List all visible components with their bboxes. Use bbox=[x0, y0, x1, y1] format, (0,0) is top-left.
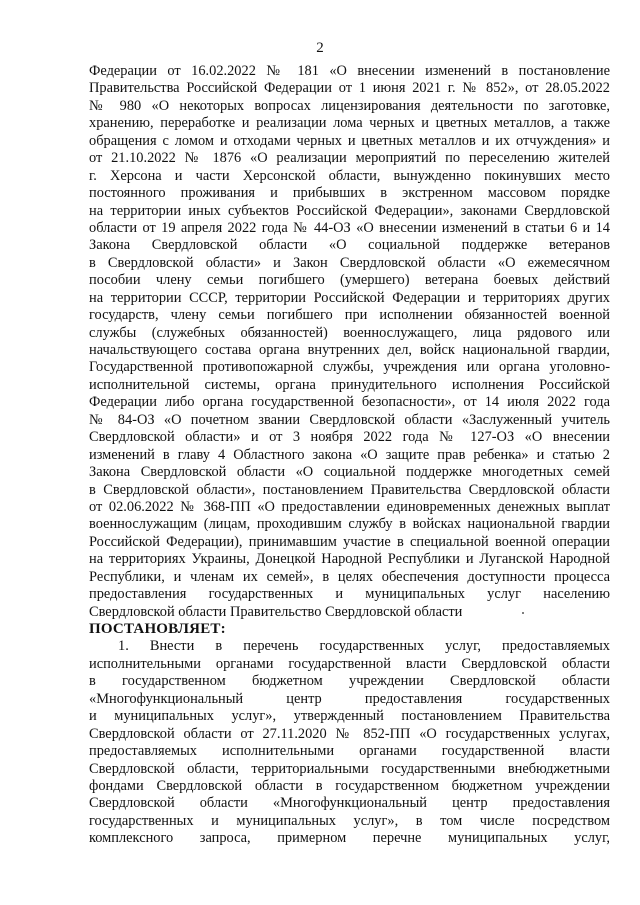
text-line: комплексного запроса, примерном перечне муниципальных услуг, bbox=[89, 830, 610, 847]
text-line: начальствующего состава органа внутренних дел, войск национальной гвардии, bbox=[89, 342, 610, 358]
text-line: Свердловской области Правительство Свердловской области bbox=[89, 603, 463, 620]
text-line: военнослужащим (лицам, проходившим службу в войсках национальной гвардии bbox=[89, 516, 610, 533]
text-line: № 84-ОЗ «О почетном звании Свердловской области «Заслуженный учитель bbox=[89, 411, 610, 428]
text-line: на территории СССР, территории Российской Федерации и территориях других bbox=[89, 289, 610, 306]
text-line: № 980 «О некоторых вопросах лицензирования деятельности по заготовке, bbox=[89, 97, 610, 114]
text-line: Российской Федерации), принимавшим участие в специальной военной операции bbox=[89, 533, 610, 550]
text-line: 1. Внести в перечень государственных услуг, предоставляемых bbox=[118, 638, 610, 655]
text-line: государств, члену семьи погибшего при исполнении обязанностей военной bbox=[89, 307, 610, 324]
text-line: в Свердловской области», постановлением Правительства Свердловской области bbox=[89, 481, 610, 498]
document-body bbox=[89, 63, 610, 848]
text-line: пособии члену семьи погибшего (умершего) ветерана боевых действий bbox=[89, 272, 610, 289]
text-line: на территориях Украины, Донецкой Народной Республики и Луганской Народной bbox=[89, 551, 610, 568]
text-line: области от 19 апреля 2022 года № 44-ОЗ «О внесении изменений в статьи 6 и 14 bbox=[89, 219, 610, 236]
text-line: на территории иных субъектов Российской Федерации», законами Свердловской bbox=[89, 202, 610, 219]
text-line: Федерации либо органа государственной безопасности», от 14 июля 2022 года bbox=[89, 394, 610, 411]
text-line: и муниципальных услуг», утвержденный постановлением Правительства bbox=[89, 708, 610, 725]
scan-speck bbox=[522, 612, 524, 614]
text-line: Государственной противопожарной службы, учреждения или органа уголовно- bbox=[89, 359, 610, 376]
text-line: изменений в главу 4 Областного закона «О защите прав ребенка» и статью 2 bbox=[89, 446, 610, 463]
text-line: г. Херсона и части Херсонской области, вынужденно покинувших место bbox=[89, 167, 610, 184]
preamble-paragraph bbox=[89, 63, 610, 621]
text-line: исполнительными органами государственной власти Свердловской области bbox=[89, 655, 610, 672]
text-line: предоставляемых исполнительными органами государственной власти bbox=[89, 743, 610, 760]
text-line: хранению, переработке и реализации лома черных и цветных металлов, а также bbox=[89, 115, 610, 132]
text-line: Закона Свердловской области «О социальной поддержке многодетных семей bbox=[89, 464, 610, 481]
text-line: Свердловской области, территориальными государственными внебюджетными bbox=[89, 760, 610, 777]
clause-1-paragraph bbox=[89, 638, 610, 847]
text-line: Свердловской области «Многофункциональный центр предоставления bbox=[89, 795, 610, 812]
text-line: Закона Свердловской области «О социальной поддержке ветеранов bbox=[89, 237, 610, 254]
text-line: от 21.10.2022 № 1876 «О реализации мероприятий по переселению жителей bbox=[89, 150, 610, 167]
text-line: постоянного проживания и прибывших в экстренном массовом порядке bbox=[89, 185, 610, 202]
text-line: службы (служебных обязанностей) военнослужащего, лица рядового или bbox=[89, 324, 610, 341]
resolution-heading: ПОСТАНОВЛЯЕТ: bbox=[89, 621, 226, 637]
text-line: в Свердловской области» и Закон Свердловской области «О ежемесячном bbox=[89, 254, 610, 271]
text-line: предоставления государственных и муниципальных услуг населению bbox=[89, 586, 610, 603]
text-line: Свердловской области» и от 3 ноября 2022 года № 127-ОЗ «О внесении bbox=[89, 429, 610, 446]
text-line: государственных и муниципальных услуг», в том числе посредством bbox=[89, 812, 610, 829]
text-line: Федерации от 16.02.2022 № 181 «О внесении изменений в постановление bbox=[89, 63, 610, 79]
text-line: исполнительной системы, органа принудительного исполнения Российской bbox=[89, 376, 610, 393]
text-line: Правительства Российской Федерации от 1 июня 2021 г. № 852», от 28.05.2022 bbox=[89, 80, 610, 97]
text-line: Республики, и членам их семей», в целях обеспечения доступности процесса bbox=[89, 568, 610, 585]
text-line: фондами Свердловской области в государственном бюджетном учреждении bbox=[89, 777, 610, 794]
text-line: Свердловской области от 27.11.2020 № 852-ПП «О государственных услугах, bbox=[89, 725, 610, 742]
text-line: «Многофункциональный центр предоставления государственных bbox=[89, 690, 610, 707]
page-number: 2 bbox=[316, 40, 324, 56]
text-line: в государственном бюджетном учреждении Свердловской области bbox=[89, 673, 610, 690]
text-line: от 02.06.2022 № 368-ПП «О предоставлении единовременных денежных выплат bbox=[89, 498, 610, 515]
text-line: обращения с ломом и отходами черных и цветных металлов и их отчуждения» и bbox=[89, 132, 610, 149]
